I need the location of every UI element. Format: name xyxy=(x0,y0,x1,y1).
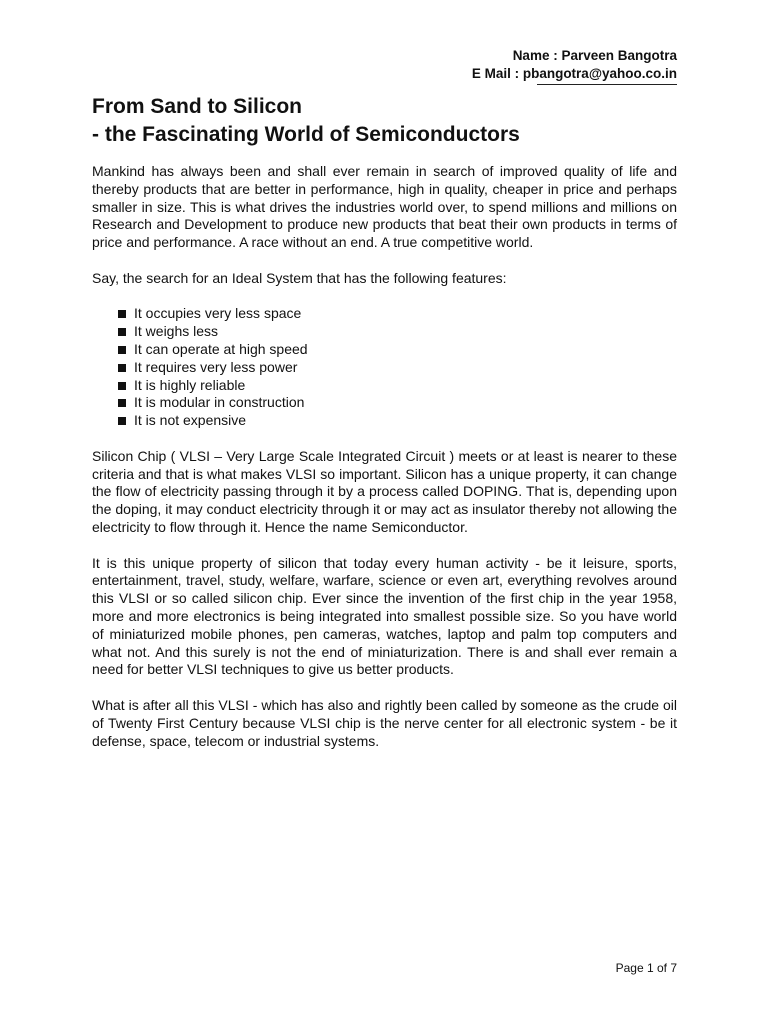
square-bullet-icon xyxy=(118,328,126,336)
square-bullet-icon xyxy=(118,310,126,318)
title-line-2: - the Fascinating World of Semiconductors xyxy=(92,123,520,146)
paragraph-unique-property: It is this unique property of silicon that today every human activity - be it leisure, sports, entertainment, travel, study, welfare, warfare, science or even art, everything revolves around this VLSI or so called silicon chip. Ever since the invention of the first chip in the year 1958, more and more electronics is being integrated into smallest possible size. So you have world of miniaturized mobile phones, pen cameras, watches, laptop and palm top computers and what not. And this surely is not the end of miniaturization. There is and shall ever remain a need for better VLSI techniques to give us better products. xyxy=(92,554,677,678)
square-bullet-icon xyxy=(118,417,126,425)
feature-text: It is modular in construction xyxy=(134,394,305,411)
paragraph-ideal-system: Say, the search for an Ideal System that has the following features: xyxy=(92,269,507,286)
page-number: Page 1 of 7 xyxy=(615,961,677,975)
author-name: Name : Parveen Bangotra xyxy=(512,48,677,63)
feature-text: It can operate at high speed xyxy=(134,340,308,357)
feature-text: It requires very less power xyxy=(134,358,298,375)
feature-text: It is not expensive xyxy=(134,412,247,429)
author-header xyxy=(472,47,677,83)
list-item xyxy=(118,305,677,323)
list-item xyxy=(118,412,677,430)
list-item xyxy=(118,341,677,359)
square-bullet-icon xyxy=(118,346,126,354)
feature-text: It is highly reliable xyxy=(134,376,246,393)
paragraph-silicon-chip: Silicon Chip ( VLSI – Very Large Scale Integrated Circuit ) meets or at least is nearer to these criteria and that is what makes VLSI so important. Silicon has a unique property, it can change the flow of electricity passing through it by a process called DOPING. That is, depending upon the doping, it may conduct electricity through it or may act as insulator thereby not allowing the electricity to flow through it. Hence the name Semiconductor. xyxy=(92,447,677,535)
list-item xyxy=(118,323,677,341)
list-item xyxy=(118,377,677,395)
list-item xyxy=(118,359,677,377)
paragraph-crude-oil: What is after all this VLSI - which has also and rightly been called by someone as the crude oil of Twenty First Century because VLSI chip is the nerve center for all electronic system - be it defense, space, telecom or industrial systems. xyxy=(92,696,677,749)
paragraph-intro: Mankind has always been and shall ever remain in search of improved quality of life and thereby products that are better in performance, high in quality, cheaper in price and perhaps smaller in size. This is what drives the industries world over, to spend millions and millions on Research and Development to produce new products that beat their own products in terms of price and performance. A race without an end. A true competitive world. xyxy=(92,163,677,251)
author-email: E Mail : pbangotra@yahoo.co.in xyxy=(471,66,677,81)
feature-list xyxy=(92,305,677,430)
list-item xyxy=(118,394,677,412)
square-bullet-icon xyxy=(118,364,126,372)
document-body xyxy=(92,163,677,768)
feature-text: It occupies very less space xyxy=(134,305,302,322)
document-title xyxy=(92,93,520,149)
square-bullet-icon xyxy=(118,382,126,390)
feature-text: It weighs less xyxy=(134,323,219,340)
title-line-1: From Sand to Silicon xyxy=(92,95,303,118)
header-underline xyxy=(537,84,677,85)
square-bullet-icon xyxy=(118,399,126,407)
